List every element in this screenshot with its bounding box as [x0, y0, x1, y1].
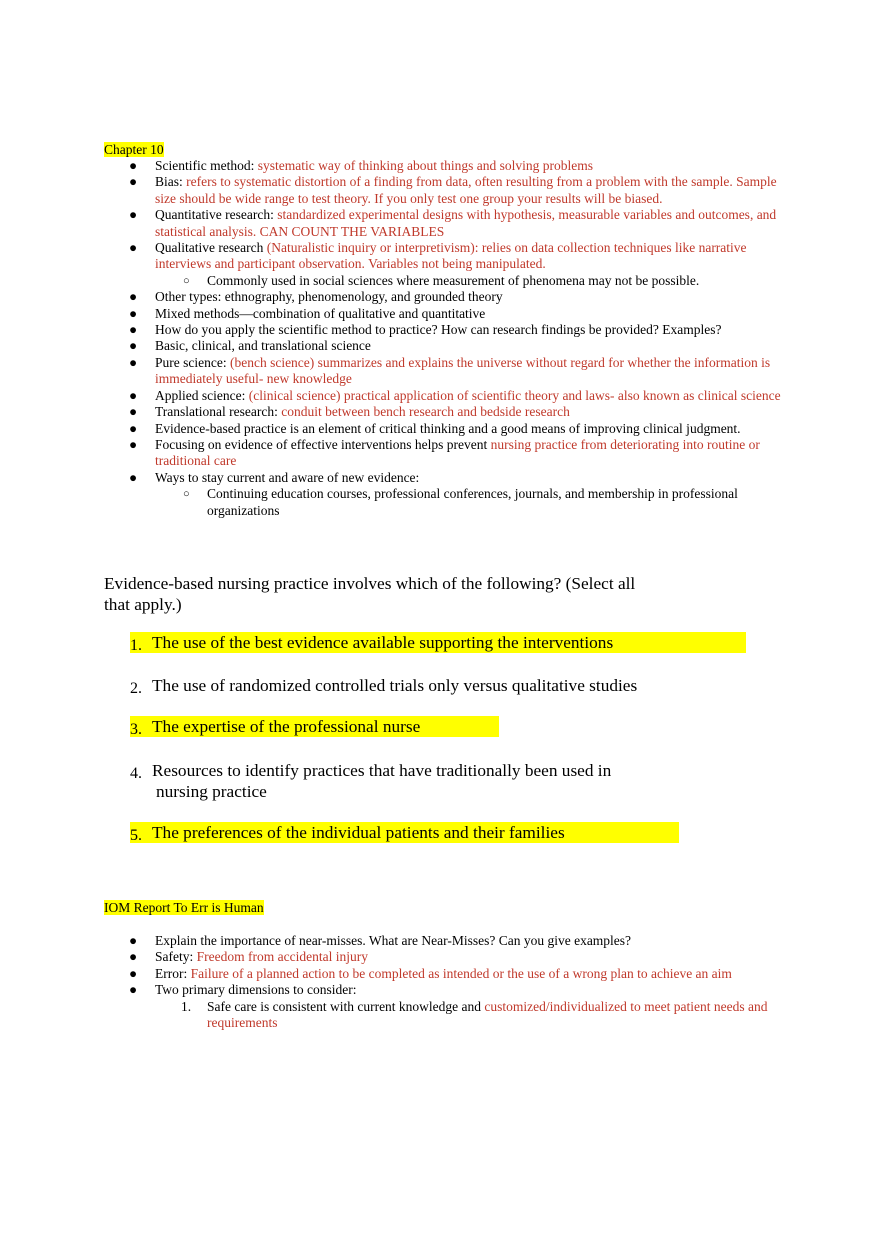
bullet-icon: ● [129, 354, 138, 370]
list-item: ● Two primary dimensions to consider: [129, 982, 357, 998]
sub-list-item: ○ Commonly used in social sciences where measurement of phenomena may not be possible. [183, 272, 700, 288]
list-item: ● Explain the importance of near-misses. What are Near-Misses? Can you give examples? [129, 933, 632, 948]
bullet-icon: ● [129, 965, 138, 981]
bullet-icon: ● [129, 469, 138, 485]
chapter-heading [104, 141, 164, 158]
list-item: ● Basic, clinical, and translational science [129, 338, 371, 354]
bullet-icon: ● [129, 949, 138, 965]
answer-option-5: 5. The preferences of the individual patients and their families [130, 822, 679, 843]
list-item: ● How do you apply the scientific method to practice? How can research findings be provided? Examples? [129, 322, 722, 338]
list-item: ● Ways to stay current and aware of new evidence: [129, 469, 420, 485]
iom-heading [104, 899, 264, 916]
list-item: ● Translational research: conduit between bench research and bedside research [129, 404, 570, 420]
list-item: ● Evidence-based practice is an element of critical thinking and a good means of improving clinical judgment. [129, 420, 741, 436]
iom-bullet-list [104, 933, 794, 1031]
list-item: ● Bias: refers to systematic distortion of a finding from data, often resulting from a problem with the sample. Sample size should be wide range to test theory. If you only test one group your results will be biased. [129, 174, 777, 206]
list-item: ● Pure science: (bench science) summarizes and explains the universe without regard for whether the information is immediately useful- new knowledge [129, 354, 771, 387]
hollow-bullet-icon: ○ [183, 274, 190, 287]
list-item: ● Qualitative research (Naturalistic inquiry or interpretivism): relies on data collection techniques like narrative interviews and participant observation. Variables not being manipulated. [129, 240, 747, 272]
chapter-heading-text: Chapter 10 [104, 142, 164, 157]
sub-list-item: ○ Continuing education courses, professional conferences, journals, and membership in professional organizations [183, 486, 738, 518]
answer-option-3: 3. The expertise of the professional nurse [130, 716, 499, 737]
answer-option-1: 1. The use of the best evidence available supporting the interventions [130, 632, 746, 653]
numbered-sub-item: 1. Safe care is consistent with current knowledge and customized/individualized to meet patient needs and requirements [181, 998, 768, 1031]
bullet-icon: ● [129, 387, 138, 403]
bullet-icon: ● [129, 174, 138, 190]
chapter-bullet-list [104, 158, 794, 519]
list-item: ● Applied science: (clinical science) practical application of scientific theory and laws- also known as clinical science [129, 387, 781, 403]
hollow-bullet-icon: ○ [183, 488, 190, 501]
list-item: ● Focusing on evidence of effective interventions helps prevent nursing practice from deteriorating into routine or traditional care [129, 436, 760, 469]
list-item: ● Mixed methods—combination of qualitative and quantitative [129, 305, 486, 321]
list-item: ● Safety: Freedom from accidental injury [129, 949, 368, 965]
iom-heading-text: IOM Report To Err is Human [104, 900, 264, 915]
list-item: ● Error: Failure of a planned action to be completed as intended or the use of a wrong plan to achieve an aim [129, 965, 732, 981]
list-item: ● Scientific method: systematic way of thinking about things and solving problems [129, 158, 593, 173]
list-item: ● Other types: ethnography, phenomenology, and grounded theory [129, 289, 503, 305]
bullet-icon: ● [129, 420, 138, 436]
list-item: ● Quantitative research: standardized experimental designs with hypothesis, measurable variables and outcomes, and statistical analysis. CAN COUNT THE VARIABLES [129, 207, 777, 239]
bullet-icon: ● [129, 207, 138, 223]
bullet-icon: ● [129, 322, 138, 338]
bullet-icon: ● [129, 240, 138, 256]
answer-option-4: 4. Resources to identify practices that have traditionally been used in nursing practice [130, 761, 612, 801]
bullet-icon: ● [129, 289, 138, 305]
bullet-icon: ● [129, 404, 138, 420]
bullet-icon: ● [129, 933, 138, 948]
bullet-icon: ● [129, 338, 138, 354]
question-prompt: Evidence-based nursing practice involves which of the following? (Select all that apply.) [104, 574, 636, 614]
bullet-icon: ● [129, 982, 138, 998]
bullet-icon: ● [129, 305, 138, 321]
answer-option-2: 2. The use of randomized controlled trials only versus qualitative studies [130, 676, 638, 697]
bullet-icon: ● [129, 436, 138, 452]
bullet-icon: ● [129, 158, 138, 173]
